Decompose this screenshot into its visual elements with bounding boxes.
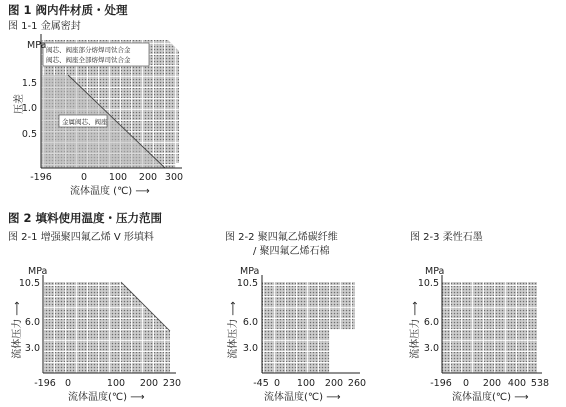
fig2-1-y-tick: 3.0 xyxy=(24,343,40,354)
fig2-1-y-tick: 10.5 xyxy=(18,278,40,289)
fig1-x-label: 流体温度 (℃) ⟶ xyxy=(70,186,150,197)
fig2-1-x-tick: 100 xyxy=(106,378,126,389)
fig2-3-y-tick: 3.0 xyxy=(423,343,439,354)
fig2-2-x-label: 流体温度(℃) ⟶ xyxy=(264,392,341,403)
fig2-2-chart xyxy=(226,266,366,403)
fig2-1-subtitle: 图 2-1 增强聚四氟乙烯 V 形填料 xyxy=(8,232,154,243)
fig2-2-y-tick: 3.0 xyxy=(242,343,258,354)
fig2-2-x-tick: 100 xyxy=(296,378,316,389)
fig2-2-y-tick: 6.0 xyxy=(242,317,258,328)
fig1-x-tick: -196 xyxy=(30,172,52,183)
fig2-2-x-tick: 260 xyxy=(347,378,367,389)
fig2-1-x-tick: 230 xyxy=(162,378,182,389)
figure1-heading: 图 1 阀内件材质・处理 xyxy=(8,3,128,17)
fig1-note-1: 阀芯、阀座部分熔焊司钛合金 xyxy=(46,46,131,54)
fig2-3-chart xyxy=(408,266,549,403)
fig2-3-y-label: 流体压力 ⟶ xyxy=(410,301,421,359)
fig1-y-tick: 1.5 xyxy=(21,78,37,89)
fig1-x-tick: 0 xyxy=(80,172,88,183)
fig2-2-y-unit: MPa xyxy=(240,266,260,277)
fig2-2-x-tick: 200 xyxy=(324,378,344,389)
fig1-y-label: 压差 xyxy=(14,94,25,114)
fig2-3-grid xyxy=(442,282,537,373)
fig1-x-tick: 200 xyxy=(138,172,158,183)
fig2-2-x-tick: 0 xyxy=(273,378,281,389)
fig2-2-subtitle: 图 2-2 聚四氟乙烯碳纤维 xyxy=(225,232,338,243)
fig2-3-x-tick: -196 xyxy=(430,378,452,389)
fig2-1-y-label: 流体压力 ⟶ xyxy=(12,301,23,359)
fig2-3-x-tick: 538 xyxy=(530,378,550,389)
figure1-chart xyxy=(12,34,183,197)
fig2-1-x-label: 流体温度(℃) ⟶ xyxy=(68,392,145,403)
fig2-1-y-tick: 6.0 xyxy=(24,317,40,328)
fig2-2-subtitle-2: / 聚四氟乙烯石棉 xyxy=(253,246,330,257)
fig2-1-grid xyxy=(43,282,170,373)
fig2-3-y-tick: 10.5 xyxy=(417,278,439,289)
fig2-3-x-tick: 0 xyxy=(462,378,470,389)
fig2-1-x-tick: -196 xyxy=(34,378,56,389)
fig1-note-3: 金属阀芯、阀座 xyxy=(62,118,108,126)
fig2-2-y-tick: 10.5 xyxy=(236,278,258,289)
figure1-subtitle: 图 1-1 金属密封 xyxy=(8,21,81,32)
fig2-2-y-label: 流体压力 ⟶ xyxy=(228,301,239,359)
fig2-3-y-tick: 6.0 xyxy=(423,317,439,328)
fig2-2-grid xyxy=(262,282,355,373)
fig2-3-x-label: 流体温度(℃) ⟶ xyxy=(452,392,529,403)
fig2-1-x-tick: 0 xyxy=(64,378,72,389)
fig1-y-unit: MPa xyxy=(27,40,47,51)
fig2-3-x-tick: 200 xyxy=(482,378,502,389)
fig1-x-tick: 100 xyxy=(108,172,128,183)
fig2-3-subtitle: 图 2-3 柔性石墨 xyxy=(410,232,483,243)
fig1-y-tick: 1.0 xyxy=(21,103,37,114)
fig2-2-x-tick: -45 xyxy=(253,378,269,389)
fig1-note-2: 阀芯、阀座全部熔焊司钛合金 xyxy=(46,56,131,64)
fig2-1-x-tick: 200 xyxy=(139,378,159,389)
fig2-1-chart xyxy=(10,266,181,403)
fig2-3-x-tick: 400 xyxy=(507,378,527,389)
fig1-x-tick: 300 xyxy=(164,172,184,183)
figure2-heading: 图 2 填料使用温度・压力范围 xyxy=(8,211,163,225)
fig2-3-y-unit: MPa xyxy=(425,266,445,277)
fig1-y-tick: 0.5 xyxy=(21,129,37,140)
fig2-1-y-unit: MPa xyxy=(28,266,48,277)
